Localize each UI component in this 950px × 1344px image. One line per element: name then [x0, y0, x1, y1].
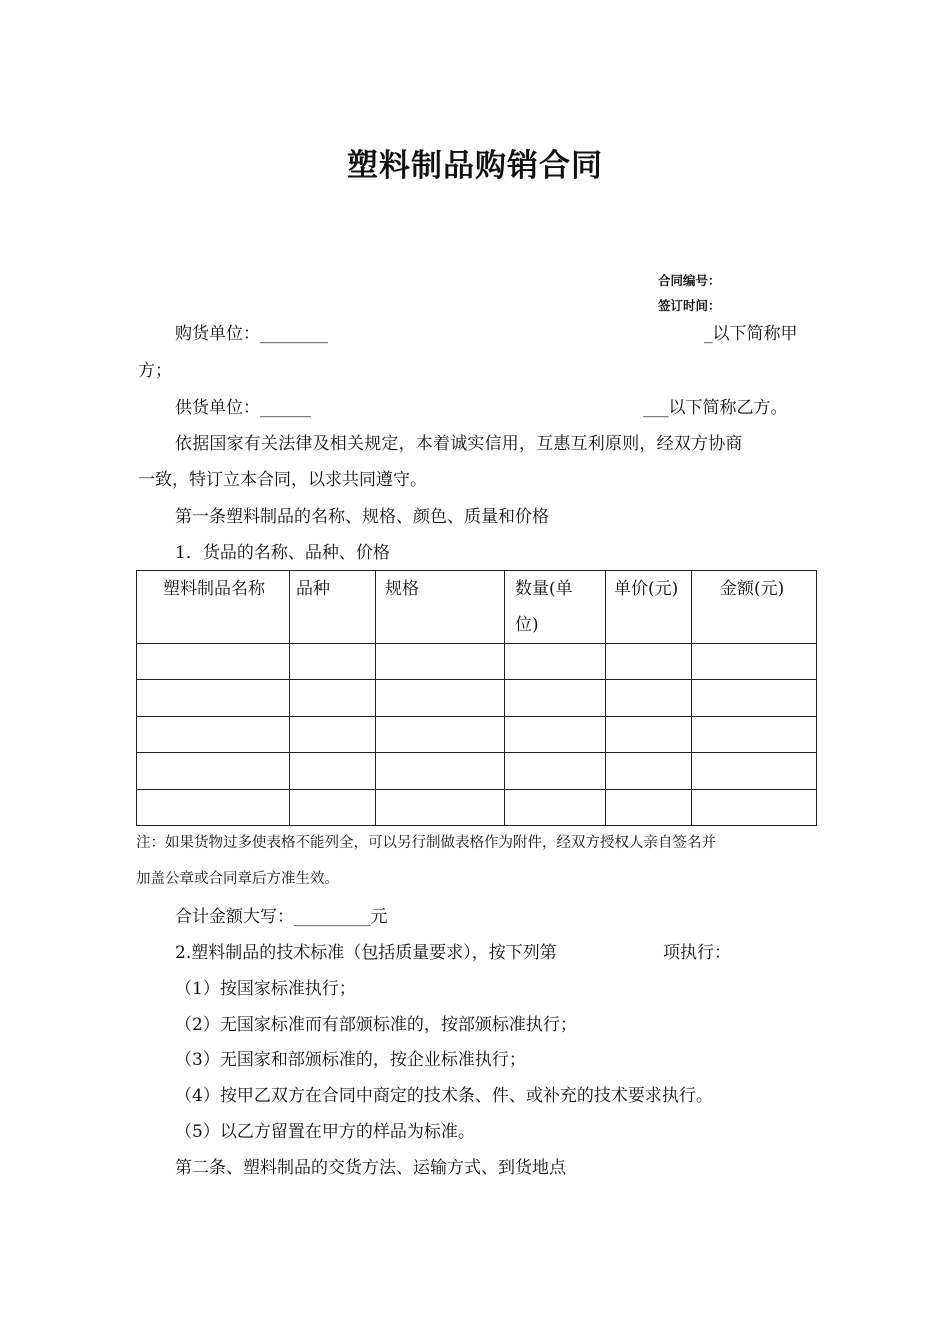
table-cell[interactable] — [376, 753, 505, 789]
table-header-cell: 金额(元) — [692, 571, 817, 644]
table-note-line-1: 注：如果货物过多使表格不能列全，可以另行制做表格作为附件，经双方授权人亲自签名并 — [136, 835, 716, 851]
table-row — [137, 753, 817, 789]
table-cell[interactable] — [137, 753, 290, 789]
table-cell[interactable] — [606, 716, 692, 752]
table-cell[interactable] — [692, 789, 817, 825]
table-cell[interactable] — [137, 789, 290, 825]
table-header-cell: 规格 — [376, 571, 505, 644]
table-cell[interactable] — [290, 680, 376, 716]
table-cell[interactable] — [606, 644, 692, 680]
table-cell[interactable] — [692, 716, 817, 752]
table-cell[interactable] — [137, 716, 290, 752]
intro-line-1: 依据国家有关法律及相关规定，本着诚实信用，互惠互利原则，经双方协商 — [175, 434, 743, 454]
table-header-cell: 单价(元) — [606, 571, 692, 644]
standard-item: （1）按国家标准执行； — [175, 979, 356, 999]
table-header-row — [137, 571, 817, 644]
standard-item: （5）以乙方留置在甲方的样品为标准。 — [175, 1122, 475, 1142]
article-1-sub-1: 1．货品的名称、品种、价格 — [175, 543, 390, 563]
sign-date-label: 签订时间： — [658, 298, 721, 313]
table-cell[interactable] — [290, 753, 376, 789]
article-1-heading: 第一条塑料制品的名称、规格、颜色、质量和价格 — [175, 507, 549, 527]
buyer-label: 购货单位：________ — [175, 324, 328, 344]
standard-item: （4）按甲乙双方在合同中商定的技术条、件、或补充的技术要求执行。 — [175, 1086, 713, 1106]
article-2-heading: 第二条、塑料制品的交货方法、运输方式、到货地点 — [175, 1158, 566, 1178]
table-cell[interactable] — [606, 789, 692, 825]
table-cell[interactable] — [376, 716, 505, 752]
table-cell[interactable] — [376, 789, 505, 825]
standard-item: （3）无国家和部颁标准的，按企业标准执行； — [175, 1050, 526, 1070]
seller-suffix: ___以下简称乙方。 — [643, 398, 788, 418]
table-header-cell: 品种 — [290, 571, 376, 644]
goods-table — [136, 570, 817, 826]
table-cell[interactable] — [137, 680, 290, 716]
table-row — [137, 716, 817, 752]
standards-intro: 2.塑料制品的技术标准（包括质量要求），按下列第 — [175, 943, 557, 963]
table-header-cell: 数量(单位) — [505, 571, 606, 644]
buyer-wrap: 方； — [138, 361, 172, 381]
table-cell[interactable] — [290, 716, 376, 752]
table-header-cell: 塑料制品名称 — [137, 571, 290, 644]
buyer-suffix: _以下简称甲 — [704, 324, 798, 344]
table-cell[interactable] — [505, 716, 606, 752]
contract-number-label: 合同编号： — [658, 273, 721, 288]
table-cell[interactable] — [606, 680, 692, 716]
table-row — [137, 644, 817, 680]
table-row — [137, 789, 817, 825]
table-cell[interactable] — [290, 644, 376, 680]
table-cell[interactable] — [376, 644, 505, 680]
table-cell[interactable] — [376, 680, 505, 716]
total-amount: 合计金额大写：_________元 — [175, 907, 388, 927]
table-cell[interactable] — [505, 789, 606, 825]
intro-line-2: 一致，特订立本合同，以求共同遵守。 — [138, 470, 427, 490]
standard-item: （2）无国家标准而有部颁标准的，按部颁标准执行； — [175, 1015, 577, 1035]
table-cell[interactable] — [692, 680, 817, 716]
table-cell[interactable] — [505, 680, 606, 716]
table-row — [137, 680, 817, 716]
table-cell[interactable] — [137, 644, 290, 680]
table-cell[interactable] — [606, 753, 692, 789]
standards-intro-suffix: 项执行： — [663, 943, 731, 963]
seller-label: 供货单位：______ — [175, 398, 311, 418]
table-cell[interactable] — [692, 753, 817, 789]
table-note-line-2: 加盖公章或合同章后方准生效。 — [136, 871, 339, 887]
table-cell[interactable] — [505, 644, 606, 680]
document-title: 塑料制品购销合同 — [347, 148, 603, 184]
table-cell[interactable] — [290, 789, 376, 825]
table-cell[interactable] — [692, 644, 817, 680]
table-cell[interactable] — [505, 753, 606, 789]
